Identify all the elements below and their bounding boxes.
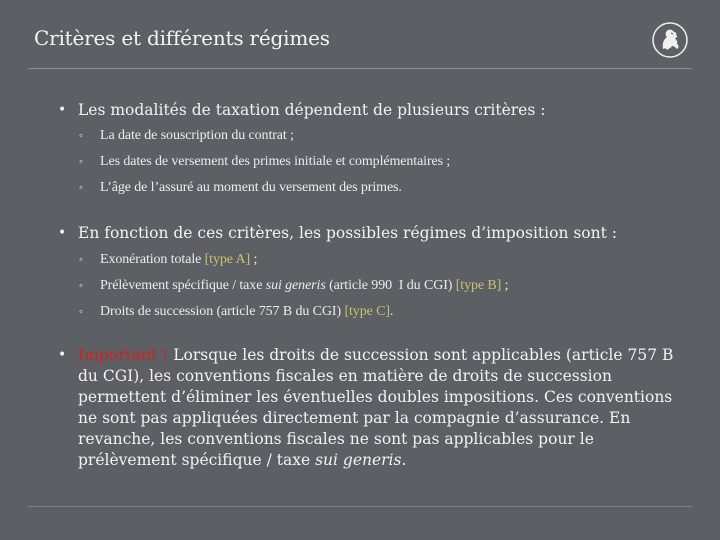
slide-title: Critères et différents régimes [34, 26, 330, 50]
regimes-list [78, 251, 694, 321]
list-item: ◦ Exonération totale [type A] ; [79, 252, 258, 267]
bullet-text: Les modalités de taxation dépendent de plusieurs critères : [78, 101, 546, 119]
title-divider [28, 68, 692, 69]
list-item: ◦ Droits de succession (article 757 B du CGI) [type C]. [79, 304, 394, 319]
list-item: ◦ L’âge de l’assuré au moment du versement des primes. [79, 180, 402, 195]
bullet-text: En fonction de ces critères, les possibles régimes d’imposition sont : [78, 224, 618, 242]
type-c-tag: [type C] [344, 304, 390, 319]
footer-divider [28, 506, 692, 507]
important-text: Lorsque les droits de succession sont applicables (article 757 B du CGI), les conventions fiscales en matière de droits de succession permettent d’éliminer les éventuelles doubles impositions. Ces conventions ne sont pas appliquées directement par la compagnie d’assurance. En revanche, les conventions fiscales ne sont pas applicables pour le prélèvement spécifique / taxe [78, 346, 674, 469]
list-item: ◦ Les dates de versement des primes initiale et complémentaires ; [79, 154, 451, 169]
bullet-important: • Important ! Lorsque les droits de succession sont applicables (article 757 B du CGI), les conventions fiscales en matière de droits de succession permettent d’éliminer les éventuelles doubles impositions. Ces conventions ne sont pas appliquées directement par la compagnie d’assurance. En revanche, les conventions fiscales ne sont pas applicables pour le prélèvement spécifique / taxe sui generis. [58, 346, 674, 469]
bullet-criteria: • Les modalités de taxation dépendent de plusieurs critères : ◦ La date de souscription du contrat ; ◦ Les dates de versement des primes initiale et complémentaires ; ◦ L’âge de l’assuré au moment du versement des primes. [58, 100, 694, 197]
list-item: ◦ Prélèvement spécifique / taxe sui generis (article 990 I du CGI) [type B] ; [79, 278, 509, 293]
slide-body [58, 100, 694, 471]
type-b-tag: [type B] [455, 278, 502, 293]
important-label: Important ! [78, 346, 169, 364]
type-a-tag: [type A] [204, 252, 251, 267]
criteria-list [78, 127, 694, 197]
lion-crest-icon [650, 20, 690, 60]
list-item: ◦ La date de souscription du contrat ; [79, 128, 294, 143]
bullet-regimes: • En fonction de ces critères, les possibles régimes d’imposition sont : ◦ Exonération totale [type A] ; ◦ Prélèvement spécifique / taxe sui generis (article 990 I du CGI) [type B] ; ◦ Droits de succession (article 757 B du CGI) [type C]. [58, 223, 694, 321]
